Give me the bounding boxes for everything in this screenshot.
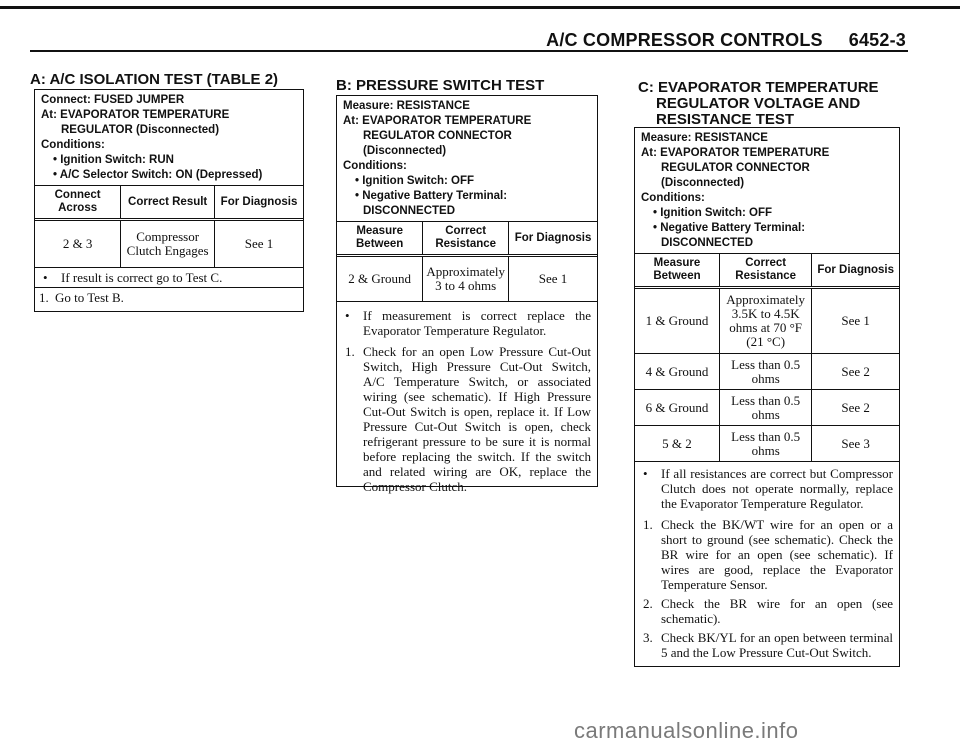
- condition-line: REGULATOR CONNECTOR: [363, 130, 512, 142]
- section-b-table: [337, 221, 597, 302]
- table-row: [337, 256, 597, 302]
- table-row: [35, 220, 303, 268]
- condition-line: Measure: RESISTANCE: [641, 132, 768, 144]
- note-marker: 1.: [643, 517, 653, 532]
- condition-line: DISCONNECTED: [363, 205, 456, 217]
- note-text: If result is correct go to Test C.: [61, 270, 223, 285]
- note-item: [35, 287, 303, 305]
- table-cell: See 1: [812, 288, 899, 354]
- condition-line: Conditions:: [41, 139, 105, 151]
- section-a-table: [35, 185, 303, 268]
- table-cell: See 2: [812, 354, 899, 390]
- condition-line: • Negative Battery Terminal:: [653, 222, 806, 234]
- note-item: [635, 596, 899, 630]
- note-item: [337, 302, 597, 342]
- condition-line: Conditions:: [641, 192, 705, 204]
- column-header: Correct Result: [121, 186, 215, 220]
- table-cell: Less than 0.5 ohms: [719, 426, 811, 462]
- condition-line: • Ignition Switch: RUN: [53, 154, 174, 166]
- table-header-row: [337, 222, 597, 256]
- condition-line: • Ignition Switch: OFF: [355, 175, 475, 187]
- note-item: [635, 517, 899, 596]
- header-title: A/C COMPRESSOR CONTROLS: [546, 30, 823, 50]
- column-header: Correct Resistance: [423, 222, 509, 256]
- condition-line: • Negative Battery Terminal:: [355, 190, 508, 202]
- condition-line: (Disconnected): [661, 177, 745, 189]
- table-cell: 2 & Ground: [337, 256, 423, 302]
- note-marker: 3.: [643, 630, 653, 645]
- note-marker: •: [345, 308, 350, 323]
- note-item: [635, 630, 899, 660]
- section-a-conditions: [35, 90, 303, 185]
- note-marker: 1.: [39, 290, 49, 305]
- table-cell: 4 & Ground: [635, 354, 719, 390]
- condition-line: At: EVAPORATOR TEMPERATURE: [641, 147, 830, 159]
- section-c-title-line: RESISTANCE TEST: [656, 111, 795, 128]
- table-row: [635, 426, 899, 462]
- table-cell: 6 & Ground: [635, 390, 719, 426]
- note-marker: 2.: [643, 596, 653, 611]
- note-text: If measurement is correct replace the Evaporator Temperature Regulator.: [363, 308, 591, 338]
- section-b-title: B: PRESSURE SWITCH TEST: [336, 77, 545, 94]
- section-b-conditions: [337, 96, 597, 221]
- watermark: carmanualsonline.info: [574, 718, 799, 743]
- section-b-box: [336, 95, 598, 494]
- page-header: [546, 30, 906, 51]
- table-cell: Approximately 3.5K to 4.5K ohms at 70 °F (21 °C): [719, 288, 811, 354]
- table-cell: See 2: [812, 390, 899, 426]
- condition-line: At: EVAPORATOR TEMPERATURE: [41, 109, 230, 121]
- section-a-notes: [35, 268, 303, 305]
- table-cell: Less than 0.5 ohms: [719, 390, 811, 426]
- top-rule: [0, 6, 960, 9]
- section-a-title: A: A/C ISOLATION TEST (TABLE 2): [30, 71, 279, 88]
- section-c-title-line: C: EVAPORATOR TEMPERATURE: [638, 79, 879, 96]
- note-marker: 1.: [345, 344, 355, 359]
- note-item: [35, 268, 303, 287]
- condition-line: Conditions:: [343, 160, 407, 172]
- table-cell: 2 & 3: [35, 220, 121, 268]
- section-c-table: [635, 253, 899, 462]
- condition-line: Measure: RESISTANCE: [343, 100, 470, 112]
- note-text: Check the BK/WT wire for an open or a short to ground (see schematic). Check the BR wire for an open (see schematic). If wires are good, replace the Evaporator Temperature Sensor.: [661, 517, 893, 592]
- condition-line: (Disconnected): [363, 145, 447, 157]
- table-row: [635, 288, 899, 354]
- column-header: For Diagnosis: [812, 254, 899, 288]
- section-c-box: [634, 127, 900, 667]
- section-b-notes: [337, 302, 597, 494]
- note-marker: •: [43, 270, 48, 285]
- note-text: Check for an open Low Pressure Cut-Out Switch, High Pressure Cut-Out Switch, A/C Temperature Switch, or associated wiring (see schematic). If High Pressure Cut-Out Switch is open, replace it. If Low Pressure Cut-Out Switch is open, check refrigerant pressure to be sure it is normal before replacing the switch. If the switch and related wiring are OK, replace the Compressor Clutch.: [363, 344, 591, 494]
- condition-line: Connect: FUSED JUMPER: [41, 94, 185, 106]
- table-cell: 1 & Ground: [635, 288, 719, 354]
- note-text: Check the BR wire for an open (see schematic).: [661, 596, 893, 626]
- condition-line: • A/C Selector Switch: ON (Depressed): [53, 169, 263, 181]
- table-header-row: [635, 254, 899, 288]
- column-header: Correct Resistance: [719, 254, 811, 288]
- note-text: If all resistances are correct but Compressor Clutch does not operate normally, replace the Evaporator Temperature Regulator.: [661, 466, 893, 511]
- page-number: 6452-3: [848, 30, 906, 50]
- section-c-title-line: REGULATOR VOLTAGE AND: [656, 95, 861, 112]
- table-cell: See 1: [215, 220, 303, 268]
- condition-line: DISCONNECTED: [661, 237, 754, 249]
- table-header-row: [35, 186, 303, 220]
- table-cell: See 3: [812, 426, 899, 462]
- table-cell: See 1: [509, 256, 597, 302]
- section-c-notes: [635, 462, 899, 660]
- note-item: [635, 462, 899, 517]
- table-cell: 5 & 2: [635, 426, 719, 462]
- column-header: For Diagnosis: [215, 186, 303, 220]
- column-header: Measure Between: [337, 222, 423, 256]
- column-header: Connect Across: [35, 186, 121, 220]
- condition-line: REGULATOR CONNECTOR: [661, 162, 810, 174]
- note-text: Go to Test B.: [55, 290, 124, 305]
- condition-line: • Ignition Switch: OFF: [653, 207, 773, 219]
- header-rule: [30, 50, 908, 52]
- section-c-conditions: [635, 128, 899, 253]
- table-cell: Approximately 3 to 4 ohms: [423, 256, 509, 302]
- condition-line: At: EVAPORATOR TEMPERATURE: [343, 115, 532, 127]
- condition-line: REGULATOR (Disconnected): [61, 124, 220, 136]
- note-item: [337, 342, 597, 494]
- column-header: For Diagnosis: [509, 222, 597, 256]
- table-cell: Less than 0.5 ohms: [719, 354, 811, 390]
- table-row: [635, 390, 899, 426]
- column-header: Measure Between: [635, 254, 719, 288]
- section-c-title: [638, 80, 879, 128]
- table-cell: Compressor Clutch Engages: [121, 220, 215, 268]
- table-row: [635, 354, 899, 390]
- note-text: Check BK/YL for an open between terminal 5 and the Low Pressure Cut-Out Switch.: [661, 630, 893, 660]
- section-a-box: [34, 89, 304, 312]
- note-marker: •: [643, 466, 648, 481]
